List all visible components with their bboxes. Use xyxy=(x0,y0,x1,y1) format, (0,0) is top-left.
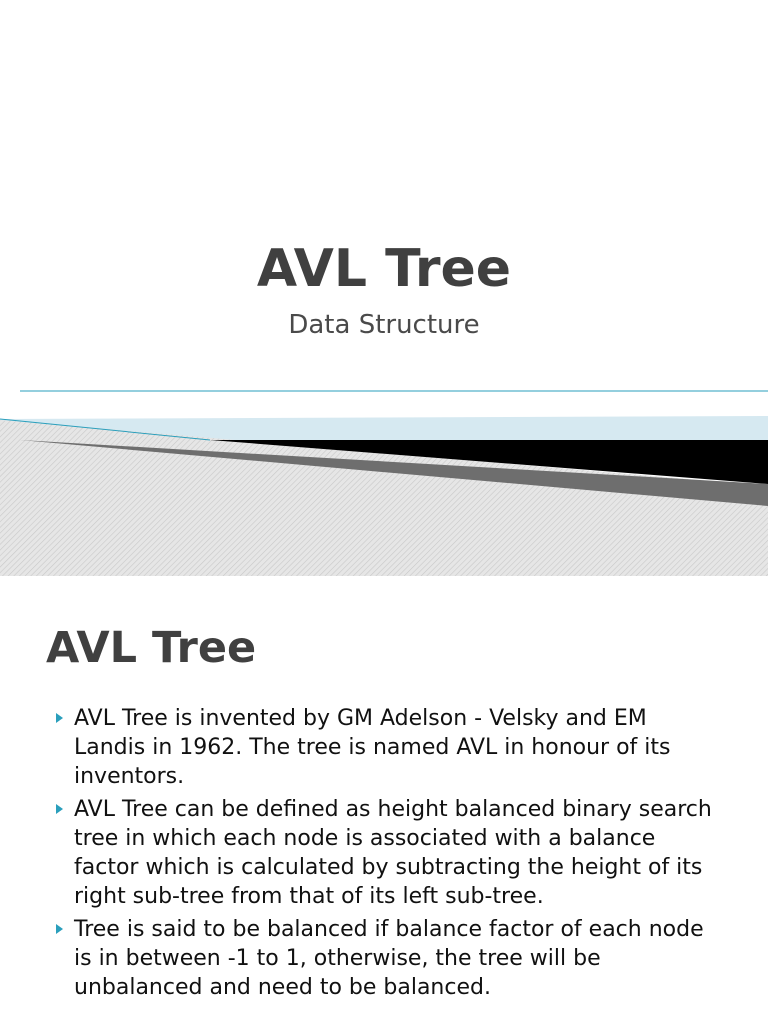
bullet-text: AVL Tree can be defined as height balanced binary search tree in which each node is associated with a balance factor which is calculated by subtracting the height of its right sub-tree from that of its left sub-tree. xyxy=(74,797,712,909)
content-slide-title: AVL Tree xyxy=(46,623,257,673)
bullet-item xyxy=(0,915,768,1002)
decorative-band xyxy=(0,380,768,576)
slide-title: AVL Tree xyxy=(256,239,512,299)
slide-subtitle: Data Structure xyxy=(288,310,480,340)
bullet-text: AVL Tree is invented by GM Adelson - Velsky and EM Landis in 1962. The tree is named AVL in honour of its inventors. xyxy=(74,706,671,789)
bullet-text: Tree is said to be balanced if balance factor of each node is in between -1 to 1, otherwise, the tree will be unbalanced and need to be balanced. xyxy=(74,917,704,1000)
bullet-item xyxy=(0,795,768,911)
triangle-bullet-icon xyxy=(56,924,63,934)
content-slide xyxy=(0,576,768,1024)
triangle-bullet-icon xyxy=(56,804,63,814)
triangle-bullet-icon xyxy=(56,713,63,723)
bullet-item xyxy=(0,704,768,791)
bullet-list xyxy=(0,704,768,1006)
